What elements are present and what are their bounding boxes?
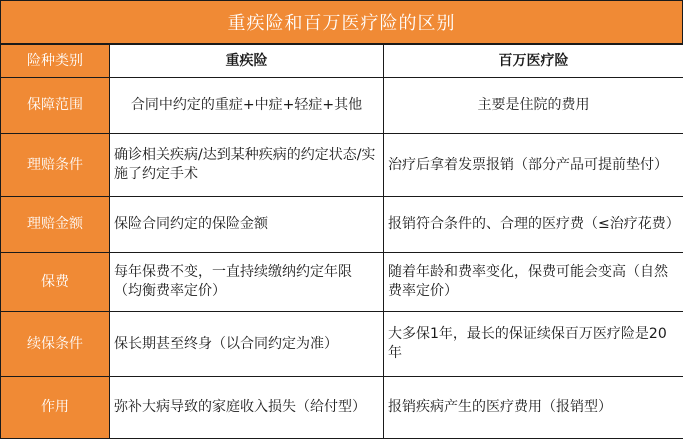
row-label-premium: 保费 xyxy=(1,253,110,312)
cell-million-medical: 主要是住院的费用 xyxy=(384,78,683,134)
cell-critical-illness: 保长期甚至终身（以合同约定为准） xyxy=(110,312,384,377)
cell-million-medical: 随着年龄和费率变化，保费可能会变高（自然费率定价） xyxy=(384,253,683,312)
cell-million-medical: 报销疾病产生的医疗费用（报销型） xyxy=(384,377,683,439)
header-million-medical: 百万医疗险 xyxy=(384,45,683,78)
cell-million-medical: 报销符合条件的、合理的医疗费（≤治疗花费） xyxy=(384,197,683,253)
table-row xyxy=(1,78,683,134)
table-row xyxy=(1,253,683,312)
row-label-claim-conditions: 理赔条件 xyxy=(1,134,110,197)
cell-critical-illness: 确诊相关疾病/达到某种疾病的约定状态/实施了约定手术 xyxy=(110,134,384,197)
comparison-table xyxy=(0,44,683,439)
cell-million-medical: 大多保1年，最长的保证续保百万医疗险是20年 xyxy=(384,312,683,377)
row-label-claim-amount: 理赔金额 xyxy=(1,197,110,253)
cell-critical-illness: 每年保费不变，一直持续缴纳约定年限（均衡费率定价） xyxy=(110,253,384,312)
cell-critical-illness: 弥补大病导致的家庭收入损失（给付型） xyxy=(110,377,384,439)
row-label-purpose: 作用 xyxy=(1,377,110,439)
header-category-label: 险种类别 xyxy=(1,45,110,78)
header-critical-illness: 重疾险 xyxy=(110,45,384,78)
table-row xyxy=(1,312,683,377)
cell-million-medical: 治疗后拿着发票报销（部分产品可提前垫付） xyxy=(384,134,683,197)
table-header-row xyxy=(1,45,683,78)
table-row xyxy=(1,197,683,253)
cell-critical-illness: 保险合同约定的保险金额 xyxy=(110,197,384,253)
table-row xyxy=(1,134,683,197)
document-title: 重疾险和百万医疗险的区别 xyxy=(0,0,683,44)
row-label-coverage: 保障范围 xyxy=(1,78,110,134)
row-label-renewal: 续保条件 xyxy=(1,312,110,377)
table-row xyxy=(1,377,683,439)
cell-critical-illness: 合同中约定的重症+中症+轻症+其他 xyxy=(110,78,384,134)
